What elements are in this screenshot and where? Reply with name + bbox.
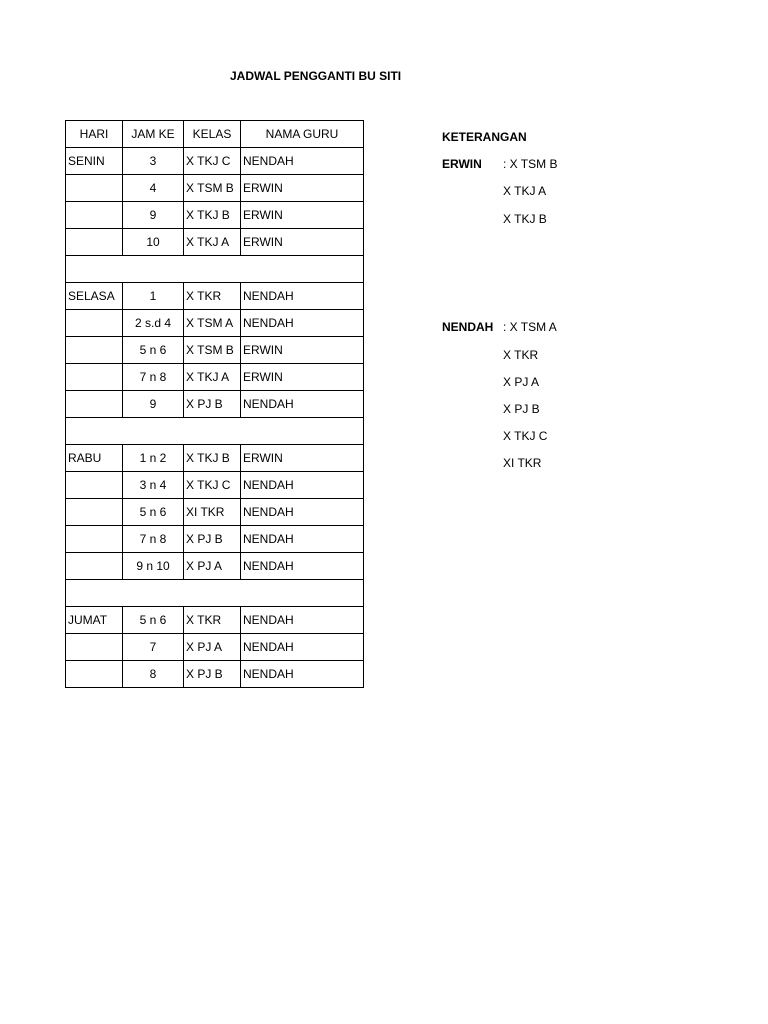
table-row [66,229,364,256]
cell-jam-ke: 5 n 6 [123,499,184,526]
table-row-separator [66,256,364,283]
table-row-separator [66,418,364,445]
separator-cell [66,418,364,445]
cell-hari [66,229,123,256]
table-row [66,202,364,229]
cell-jam-ke: 4 [123,175,184,202]
cell-nama-guru: NENDAH [241,391,364,418]
cell-jam-ke: 1 [123,283,184,310]
cell-hari: JUMAT [66,607,123,634]
cell-jam-ke: 7 [123,634,184,661]
cell-jam-ke: 3 [123,148,184,175]
cell-jam-ke: 1 n 2 [123,445,184,472]
schedule-body [66,148,364,688]
header-nama-guru: NAMA GURU [241,121,364,148]
keterangan-class: : X TSM A [503,320,557,335]
cell-kelas: X PJ B [184,526,241,553]
keterangan-class: X TKJ A [503,184,547,199]
cell-nama-guru: NENDAH [241,472,364,499]
cell-kelas: X PJ A [184,634,241,661]
cell-kelas: X TKR [184,283,241,310]
separator-cell [66,580,364,607]
cell-jam-ke: 7 n 8 [123,526,184,553]
table-header-row [66,121,364,148]
cell-kelas: X PJ A [184,553,241,580]
cell-nama-guru: ERWIN [241,229,364,256]
cell-hari [66,472,123,499]
keterangan-teacher-name: NENDAH [442,320,494,335]
keterangan-teacher-name: ERWIN [442,157,482,172]
separator-cell [66,256,364,283]
table-row [66,445,364,472]
table-row [66,499,364,526]
cell-jam-ke: 10 [123,229,184,256]
header-kelas: KELAS [184,121,241,148]
cell-nama-guru: NENDAH [241,148,364,175]
table-row [66,526,364,553]
page-title: JADWAL PENGGANTI BU SITI [230,69,402,83]
cell-kelas: X TKJ C [184,472,241,499]
table-row [66,391,364,418]
keterangan-class: X PJ A [503,374,540,389]
cell-hari [66,634,123,661]
table-row [66,148,364,175]
cell-kelas: X TKJ B [184,445,241,472]
keterangan-class: X TKJ B [503,211,547,226]
header-hari: HARI [66,121,123,148]
keterangan-class: XI TKR [503,456,542,471]
cell-kelas: X TKJ A [184,229,241,256]
cell-jam-ke: 8 [123,661,184,688]
cell-hari [66,526,123,553]
table-row [66,337,364,364]
cell-hari [66,364,123,391]
cell-kelas: X TSM B [184,337,241,364]
cell-nama-guru: NENDAH [241,283,364,310]
header-jam-ke: JAM KE [123,121,184,148]
table-row [66,553,364,580]
cell-kelas: X TKR [184,607,241,634]
keterangan-class: X TKJ C [503,429,548,444]
table-row [66,364,364,391]
cell-jam-ke: 9 [123,202,184,229]
cell-hari [66,661,123,688]
cell-nama-guru: ERWIN [241,337,364,364]
table-row [66,310,364,337]
cell-nama-guru: NENDAH [241,634,364,661]
cell-jam-ke: 7 n 8 [123,364,184,391]
keterangan-class: X PJ B [503,402,540,416]
cell-hari [66,553,123,580]
cell-hari [66,337,123,364]
cell-hari [66,202,123,229]
cell-kelas: X TKJ B [184,202,241,229]
cell-hari: SENIN [66,148,123,175]
table-row [66,634,364,661]
cell-jam-ke: 9 n 10 [123,553,184,580]
cell-jam-ke: 2 s.d 4 [123,310,184,337]
table-row [66,472,364,499]
table-row [66,661,364,688]
cell-kelas: X TKJ C [184,148,241,175]
cell-kelas: XI TKR [184,499,241,526]
cell-nama-guru: NENDAH [241,310,364,337]
keterangan-class: X TKR [503,347,539,362]
cell-nama-guru: ERWIN [241,175,364,202]
cell-nama-guru: ERWIN [241,364,364,391]
cell-kelas: X PJ B [184,661,241,688]
cell-nama-guru: NENDAH [241,526,364,553]
table-row [66,175,364,202]
cell-jam-ke: 5 n 6 [123,337,184,364]
cell-hari [66,175,123,202]
cell-jam-ke: 3 n 4 [123,472,184,499]
cell-jam-ke: 9 [123,391,184,418]
cell-kelas: X TSM A [184,310,241,337]
table-row [66,607,364,634]
table-row-separator [66,580,364,607]
cell-nama-guru: ERWIN [241,445,364,472]
cell-hari [66,391,123,418]
cell-hari [66,310,123,337]
cell-kelas: X TSM B [184,175,241,202]
cell-hari: SELASA [66,283,123,310]
cell-nama-guru: ERWIN [241,202,364,229]
cell-hari: RABU [66,445,123,472]
table-row [66,283,364,310]
schedule-table [65,120,364,688]
keterangan-class: : X TSM B [503,157,558,172]
cell-nama-guru: NENDAH [241,607,364,634]
cell-hari [66,499,123,526]
cell-nama-guru: NENDAH [241,661,364,688]
cell-nama-guru: NENDAH [241,553,364,580]
cell-kelas: X TKJ A [184,364,241,391]
cell-jam-ke: 5 n 6 [123,607,184,634]
cell-nama-guru: NENDAH [241,499,364,526]
cell-kelas: X PJ B [184,391,241,418]
